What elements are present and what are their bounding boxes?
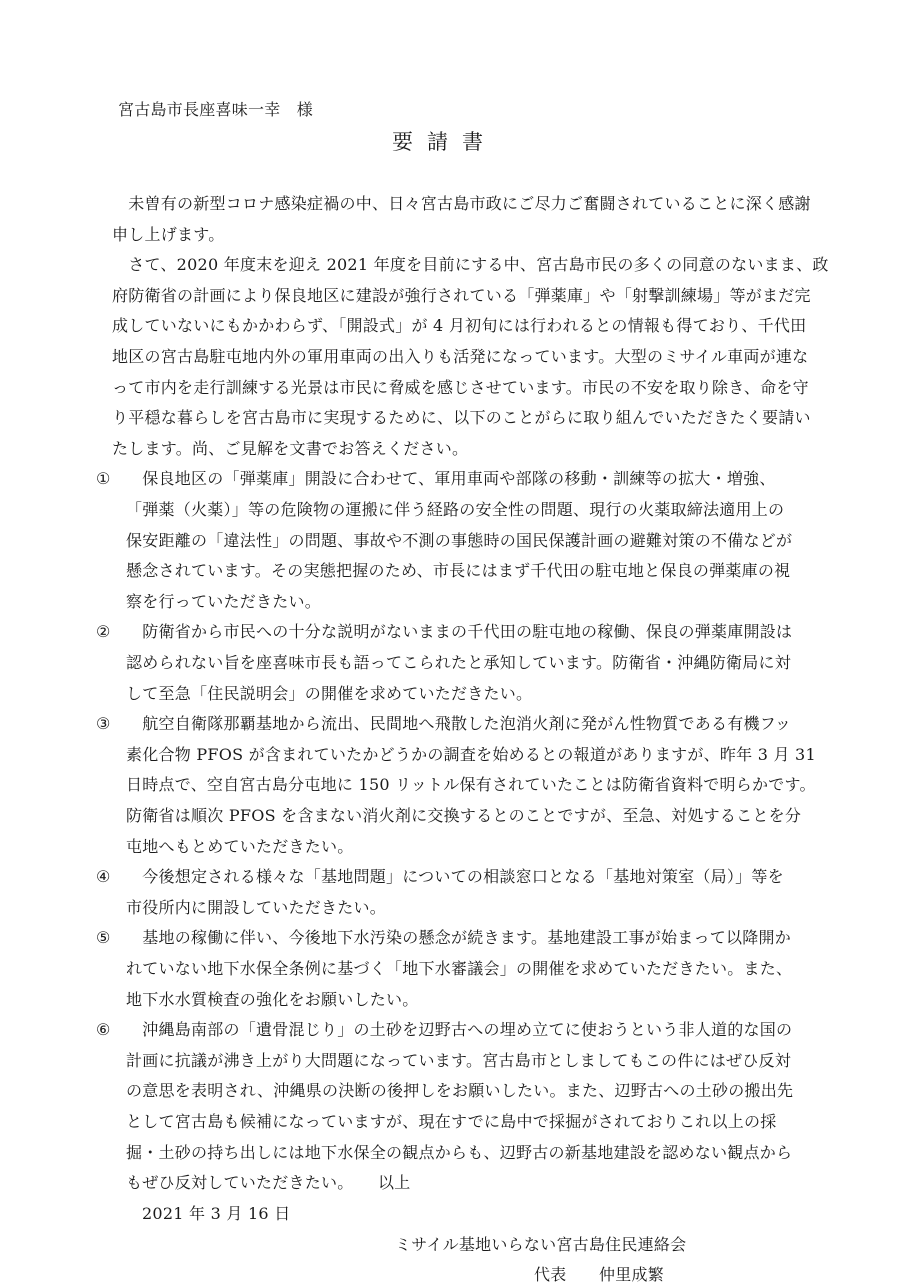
intro-line: さて、2020 年度末を迎え 2021 年度を目前にする中、宮古島市民の多くの同意のないまま、政	[112, 255, 829, 275]
request-line: 市役所内に開設していただきたい。	[126, 897, 387, 917]
request-marker: ②	[96, 622, 111, 642]
request-line: として宮古島も候補になっていますが、現在すでに島中で採掘がされておりこれ以上の採	[126, 1112, 777, 1131]
intro-line: 未曽有の新型コロナ感染症禍の中、日々宮古島市政にご尽力ご奮闘されていることに深く感謝	[112, 194, 811, 213]
request-line: 認められない旨を座喜味市長も語ってこられたと承知しています。防衛省・沖縄防衛局に対	[126, 653, 791, 672]
request-line: 防衛省から市民への十分な説明がないままの千代田の駐屯地の稼働、保良の弾薬庫開設は	[126, 622, 793, 642]
intro-line: 府防衛省の計画により保良地区に建設が強行されている「弾薬庫」や「射撃訓練場」等がまだ完	[112, 285, 811, 305]
request-line: 屯地へもとめていただきたい。	[126, 836, 354, 856]
letter-date: 2021 年 3 月 16 日	[142, 1204, 291, 1224]
intro-line: 申し上げます。	[112, 224, 225, 244]
request-line: 素化合物 PFOS が含まれていたかどうかの調査を始めるとの報道がありますが、昨年 3 月 31	[126, 744, 816, 764]
intro-line: たします。尚、ご見解を文書でお答えください。	[112, 438, 469, 458]
request-marker: ④	[96, 867, 111, 887]
intro-line: って市内を走行訓練する光景は市民に脅威を感じさせています。市民の不安を取り除き、命を守	[112, 377, 809, 397]
request-line: 防衛省は順次 PFOS を含まない消火剤に交換するとのことですが、至急、対処することを分	[126, 806, 802, 825]
document-title: 要請書	[392, 130, 497, 154]
request-line: 沖縄島南部の「遺骨混じり」の土砂を辺野古への埋め立てに使おうという非人道的な国の	[126, 1020, 793, 1040]
request-marker: ③	[96, 714, 111, 734]
sender-organization: ミサイル基地いらない宮古島住民連絡会	[395, 1235, 687, 1255]
request-line: れていない地下水保全条例に基づく「地下水審議会」の開催を求めていただきたい。また、	[126, 959, 793, 978]
request-line: 地下水水質検査の強化をお願いしたい。	[126, 989, 419, 1009]
request-line: 基地の稼働に伴い、今後地下水汚染の懸念が続きます。基地建設工事が始まって以降開か	[126, 928, 791, 948]
request-line: 懸念されています。その実態把握のため、市長にはまず千代田の駐屯地と保良の弾薬庫の視	[126, 561, 791, 581]
intro-line: り平穏な暮らしを宮古島市に実現するために、以下のことがらに取り組んでいただきたく要請い	[112, 408, 811, 428]
request-line: もぜひ反対していただきたい。 以上	[126, 1173, 411, 1193]
request-marker: ⑥	[96, 1020, 111, 1040]
request-line: 計画に抗議が沸き上がり大問題になっています。宮古島市としましてもこの件にはぜひ反対	[126, 1050, 791, 1070]
request-line: 今後想定される様々な「基地問題」についての相談窓口となる「基地対策室（局）」等を	[126, 867, 784, 887]
sender-representative: 代表 仲里成繁	[534, 1265, 665, 1285]
request-line: 掘・土砂の持ち出しには地下水保全の観点からも、辺野古の新基地建設を認めない観点から	[126, 1142, 793, 1162]
request-line: 保良地区の「弾薬庫」開設に合わせて、軍用車両や部隊の移動・訓練等の拡大・増強、	[126, 469, 776, 489]
request-line: して至急「住民説明会」の開催を求めていただきたい。	[126, 683, 533, 703]
request-marker: ⑤	[96, 928, 111, 948]
request-line: 察を行っていただきたい。	[126, 591, 322, 611]
request-line: 「弾薬（火薬）」等の危険物の運搬に伴う経路の安全性の問題、現行の火薬取締法適用上の	[126, 500, 785, 519]
request-line: 日時点で、空自宮古島分屯地に 150 リットル保有されていたことは防衛省資料で明らかです。	[126, 775, 816, 795]
intro-line: 地区の宮古島駐屯地内外の軍用車両の出入りも活発になっています。大型のミサイル車両が連な	[112, 347, 809, 366]
request-line: の意思を表明され、沖縄県の決断の後押しをお願いしたい。また、辺野古への土砂の搬出先	[126, 1081, 794, 1101]
request-marker: ①	[96, 469, 111, 489]
request-line: 航空自衛隊那覇基地から流出、民間地へ飛散した泡消火剤に発がん性物質である有機フッ	[126, 714, 792, 734]
addressee: 宮古島市長座喜味一幸 様	[118, 100, 314, 119]
request-line: 保安距離の「違法性」の問題、事故や不測の事態時の国民保護計画の避難対策の不備などが	[126, 530, 793, 550]
intro-line: 成していないにもかかわらず、「開設式」が 4 月初旬には行われるとの情報も得ており、千代田	[112, 316, 807, 336]
